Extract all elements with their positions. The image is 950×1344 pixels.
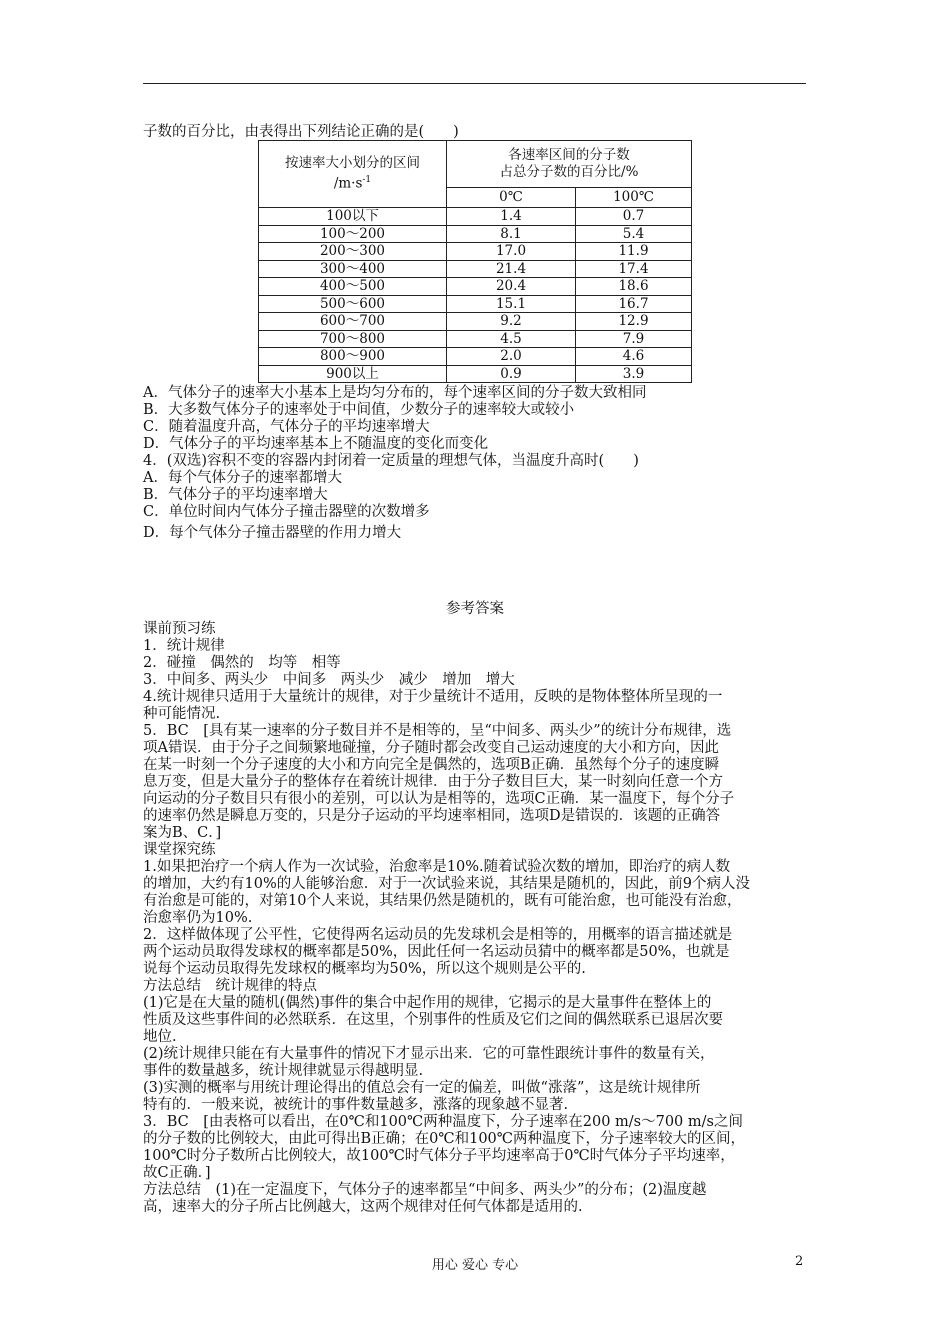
answer-line: 5．BC [具有某一速率的分子数目并不是相等的，呈“中间多、两头少”的统计分布规律，选 bbox=[143, 723, 732, 739]
table-cell-t0: 0.9 bbox=[447, 365, 576, 383]
table-cell-t100: 12.9 bbox=[576, 313, 692, 331]
table-cell-t0: 9.2 bbox=[447, 313, 576, 331]
page-number: 2 bbox=[795, 1254, 804, 1269]
answer-line: 3．BC [由表格可以看出，在0℃和100℃两种温度下，分子速率在200 m/s～700 m/s之间 bbox=[143, 1114, 743, 1130]
table-row bbox=[259, 260, 692, 278]
answer-line: 在某一时刻一个分子速度的大小和方向完全是偶然的，选项B正确．虽然每个分子的速度瞬 bbox=[143, 757, 720, 773]
table-row bbox=[259, 225, 692, 243]
answer-line: (2)统计规律只能在有大量事件的情况下才显示出来．它的可靠性跟统计事件的数量有关， bbox=[143, 1046, 715, 1062]
table-cell-t0: 20.4 bbox=[447, 278, 576, 296]
table-cell-t100: 16.7 bbox=[576, 295, 692, 313]
table-cell-range: 400～500 bbox=[259, 278, 447, 296]
table-cell-t0: 8.1 bbox=[447, 225, 576, 243]
question-4-stem: 4．(双选)容积不变的容器内封闭着一定质量的理想气体，当温度升高时( ) bbox=[143, 453, 639, 469]
table-row bbox=[259, 243, 692, 261]
question-4-option: B．气体分子的平均速率增大 bbox=[143, 487, 328, 503]
question-intro bbox=[143, 124, 808, 141]
table-cell-t0: 2.0 bbox=[447, 348, 576, 366]
table-cell-t100: 4.6 bbox=[576, 348, 692, 366]
table-cell-range: 100以下 bbox=[259, 208, 447, 226]
table-row bbox=[259, 330, 692, 348]
table-body bbox=[259, 208, 692, 383]
table-cell-t0: 4.5 bbox=[447, 330, 576, 348]
answer-line: 方法总结 统计规律的特点 bbox=[143, 978, 317, 994]
table-row bbox=[259, 348, 692, 366]
answer-line: 3．中间多、两头少 中间多 两头少 减少 增加 增大 bbox=[143, 672, 515, 688]
answer-line: 课前预习练 bbox=[143, 621, 216, 637]
table-cell-range: 800～900 bbox=[259, 348, 447, 366]
table-row bbox=[259, 278, 692, 296]
answer-line: 的分子数的比例较大，由此可得出B正确；在0℃和100℃两种温度下，分子速率较大的区间， bbox=[143, 1131, 745, 1147]
speed-distribution-table bbox=[258, 140, 692, 383]
question-4 bbox=[143, 453, 808, 545]
answer-line: 1．统计规律 bbox=[143, 638, 225, 654]
table-cell-t100: 18.6 bbox=[576, 278, 692, 296]
percent-header: 各速率区间的分子数 占总分子数的百分比/% bbox=[447, 141, 692, 188]
answer-line: 两个运动员取得发球权的概率都是50%，因此任何一名运动员猜中的概率都是50%，也就是 bbox=[143, 944, 730, 960]
table-cell-t100: 17.4 bbox=[576, 260, 692, 278]
question-4-option: C．单位时间内气体分子撞击器壁的次数增多 bbox=[143, 504, 430, 520]
answer-line: 说每个运动员取得先发球权的概率均为50%，所以这个规则是公平的. bbox=[143, 961, 586, 977]
table-cell-t100: 0.7 bbox=[576, 208, 692, 226]
question-intro-text: 子数的百分比，由表得出下列结论正确的是( ) bbox=[143, 124, 459, 140]
answer-line: 的增加，大约有10%的人能够治愈．对于一次试验来说，其结果是随机的，因此，前9个病人没 bbox=[143, 876, 750, 892]
answer-line: 2．碰撞 偶然的 均等 相等 bbox=[143, 655, 341, 671]
table-cell-t100: 5.4 bbox=[576, 225, 692, 243]
table-cell-t0: 17.0 bbox=[447, 243, 576, 261]
answer-line: 种可能情况. bbox=[143, 706, 221, 722]
range-header: 按速率大小划分的区间 $/m\cdot s^{-1}$ bbox=[259, 141, 447, 208]
answers-title: 参考答案 bbox=[446, 601, 504, 617]
answer-line: 事件的数量越多，统计规律就显示得越明显. bbox=[143, 1063, 424, 1079]
answer-line: 100℃时分子数所占比例较大，故100℃时气体分子平均速率高于0℃时气体分子平均速率， bbox=[143, 1148, 735, 1164]
temp-100-header: 100℃ bbox=[576, 188, 692, 208]
answer-line: 的速率仍然是瞬息万变的，只是分子运动的平均速率相同，选项D是错误的．该题的正确答 bbox=[143, 808, 721, 824]
table-cell-range: 500～600 bbox=[259, 295, 447, 313]
table-header-row bbox=[259, 141, 692, 188]
answer-line: 向运动的分子数目只有很小的差别，可以认为是相等的，选项C正确．某一温度下，每个分子 bbox=[143, 791, 735, 807]
table-cell-t100: 7.9 bbox=[576, 330, 692, 348]
table-cell-range: 300～400 bbox=[259, 260, 447, 278]
answer-line: 特有的．一般来说，被统计的事件数量越多，涨落的现象越不显著. bbox=[143, 1097, 569, 1113]
table-cell-range: 900以上 bbox=[259, 365, 447, 383]
table-cell-t0: 21.4 bbox=[447, 260, 576, 278]
table-cell-t0: 1.4 bbox=[447, 208, 576, 226]
answer-line: 性质及这些事件间的必然联系．在这里，个别事件的性质及它们之间的偶然联系已退居次要 bbox=[143, 1012, 723, 1028]
answer-line: 息万变，但是大量分子的整体存在着统计规律．由于分子数目巨大，某一时刻向任意一个方 bbox=[143, 774, 723, 790]
answer-line: 方法总结 (1)在一定温度下，气体分子的速率都呈“中间多、两头少”的分布；(2)温度越 bbox=[143, 1182, 707, 1198]
answer-line: 课堂探究练 bbox=[143, 842, 216, 858]
question-4-option: A．每个气体分子的速率都增大 bbox=[143, 470, 342, 486]
question-3-option: D．气体分子的平均速率基本上不随温度的变化而变化 bbox=[143, 436, 489, 452]
answer-line: 2．这样做体现了公平性，它使得两名运动员的先发球机会是相等的，用概率的语言描述就是 bbox=[143, 927, 733, 943]
table-cell-t100: 11.9 bbox=[576, 243, 692, 261]
answer-line: 地位. bbox=[143, 1029, 177, 1045]
table-cell-t0: 15.1 bbox=[447, 295, 576, 313]
page-footer: 用心 爱心 专心 bbox=[431, 1258, 519, 1273]
question-4-option: D．每个气体分子撞击器壁的作用力增大 bbox=[143, 525, 402, 541]
answer-line: (3)实测的概率与用统计理论得出的值总会有一定的偏差，叫做“涨落”，这是统计规律所 bbox=[143, 1080, 701, 1096]
answer-line: 治愈率仍为10%. bbox=[143, 910, 253, 926]
table-row bbox=[259, 295, 692, 313]
answer-line: 案为B、C．] bbox=[143, 825, 222, 841]
answers-body bbox=[143, 621, 808, 1216]
question-4-options bbox=[143, 470, 808, 545]
answer-line: 高，速率大的分子所占比例越大，这两个规律对任何气体都是适用的. bbox=[143, 1199, 583, 1215]
answer-line: 项A错误．由于分子之间频繁地碰撞，分子随时都会改变自己运动速度的大小和方向，因此 bbox=[143, 740, 719, 756]
temp-0-header: 0℃ bbox=[447, 188, 576, 208]
question-3-option: B．大多数气体分子的速率处于中间值，少数分子的速率较大或较小 bbox=[143, 402, 575, 418]
answer-line: 故C正确．] bbox=[143, 1165, 211, 1181]
answer-line: 4.统计规律只适用于大量统计的规律，对于少量统计不适用，反映的是物体整体所呈现的一 bbox=[143, 689, 723, 705]
table-cell-t100: 3.9 bbox=[576, 365, 692, 383]
table-cell-range: 200～300 bbox=[259, 243, 447, 261]
table-cell-range: 700～800 bbox=[259, 330, 447, 348]
answer-line: (1)它是在大量的随机(偶然)事件的集合中起作用的规律，它揭示的是大量事件在整体上的 bbox=[143, 995, 712, 1011]
question-3-options bbox=[143, 385, 808, 453]
answer-line: 1.如果把治疗一个病人作为一次试验，治愈率是10%.随着试验次数的增加，即治疗的病人数 bbox=[143, 859, 731, 875]
table-cell-range: 600～700 bbox=[259, 313, 447, 331]
table-row bbox=[259, 208, 692, 226]
table-row bbox=[259, 313, 692, 331]
question-3-option: A．气体分子的速率大小基本上是均匀分布的，每个速率区间的分子数大致相同 bbox=[143, 385, 647, 401]
answer-line: 有治愈是可能的，对第10个人来说，其结果仍然是随机的，既有可能治愈，也可能没有治愈， bbox=[143, 893, 742, 909]
header-rule bbox=[143, 83, 806, 84]
table-row bbox=[259, 365, 692, 383]
table-cell-range: 100～200 bbox=[259, 225, 447, 243]
question-3-option: C．随着温度升高，气体分子的平均速率增大 bbox=[143, 419, 430, 435]
